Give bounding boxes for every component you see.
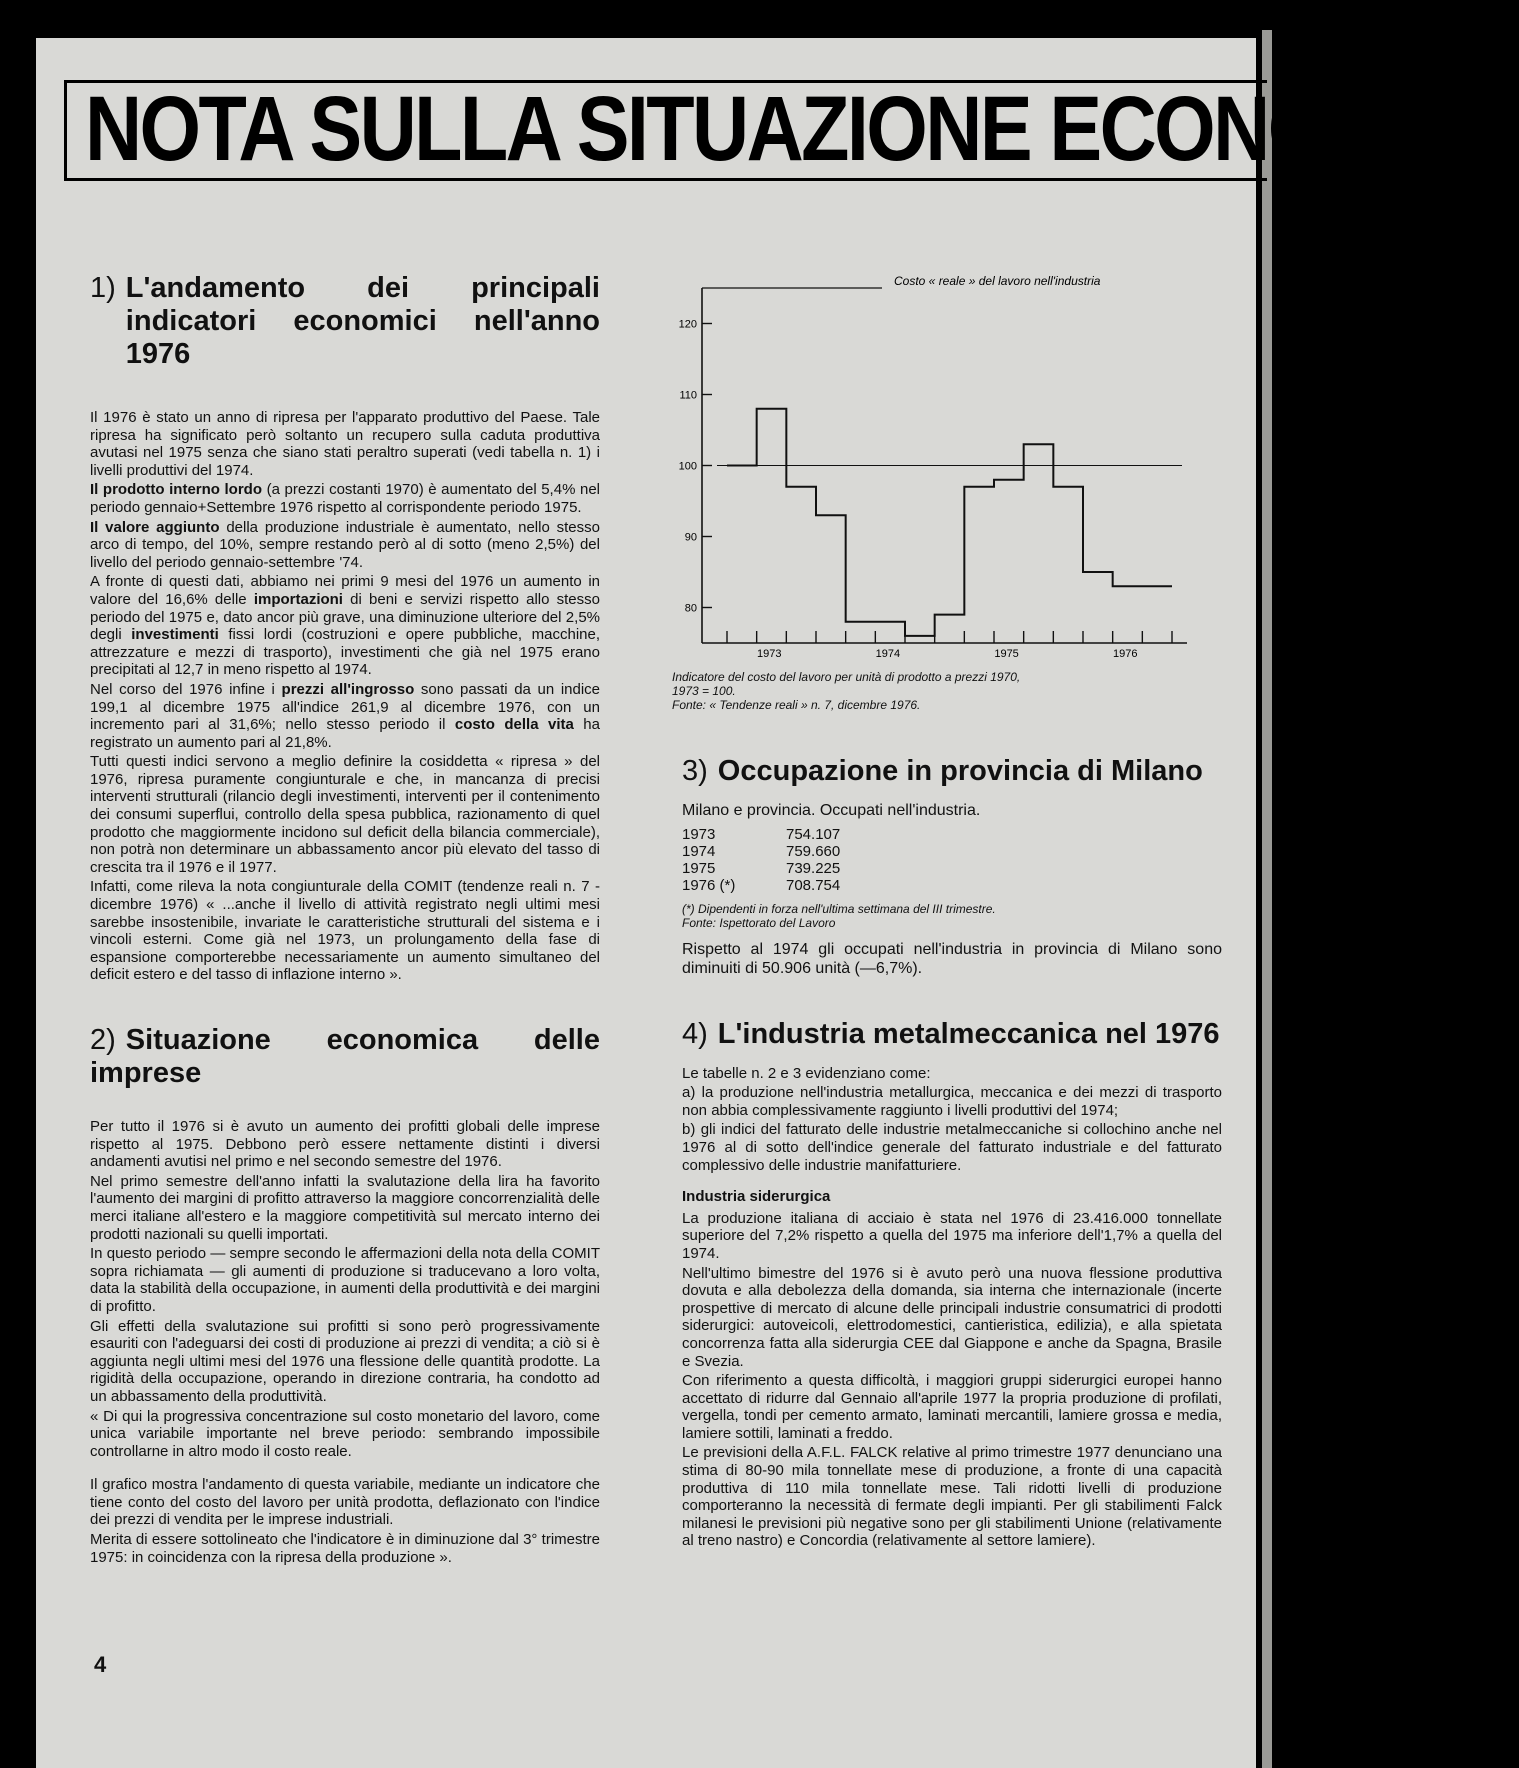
right-column — [682, 755, 1222, 1552]
paragraph: Con riferimento a questa difficoltà, i maggiori gruppi siderurgici europei hanno accettato di ridurre dal Gennaio all'aprile 1977 la propria produzione di profilati, vergella, tondi per cemento armato, laminati mercantili, lamiere grossa e media, lamiere sottili, laminati a freddo. — [682, 1372, 1222, 1442]
x-tick-label: 1975 — [994, 648, 1019, 660]
page-title: NOTA SULLA SITUAZIONE ECONOMICA — [85, 78, 1519, 180]
y-tick-label: 120 — [678, 318, 697, 331]
table-row — [682, 860, 840, 877]
bold-term: Il valore aggiunto — [90, 518, 220, 536]
table-row — [682, 826, 840, 843]
labour-cost-chart — [672, 268, 1192, 712]
section-title: Situazione economica delle imprese — [90, 1024, 600, 1089]
year-cell: 1975 — [682, 859, 716, 877]
bold-term: costo della vita — [454, 716, 574, 734]
section-3-heading — [682, 755, 1222, 788]
paragraph: Il grafico mostra l'andamento di questa variabile, mediante un indicatore che tiene conto del costo del lavoro per unità prodotta, deflazionato con l'indice dei prezzi di vendita per le imprese industriali. — [90, 1476, 600, 1529]
series-line — [727, 409, 1172, 636]
paragraph: b) gli indici del fatturato delle industrie metalmeccaniche si collochino anche nel 1976 al di sotto dell'indice generale del fatturato industriale e del fatturato complessivo delle industrie manifatturiere. — [682, 1121, 1222, 1174]
section-title: L'industria metalmeccanica nel 1976 — [717, 1017, 1220, 1050]
year-cell: 1973 — [682, 825, 716, 843]
subheading: Industria siderurgica — [682, 1188, 831, 1206]
paragraph: Gli effetti della svalutazione sui profitti si sono però progressivamente esauriti con l'adeguarsi dei costi di produzione ai prezzi di vendita; a ciò si è aggiunta negli ultimi mesi del 1976 una flessione delle quantità prodotte. La rigidità della occupazione, operando in direzione contraria, ha condotto ad un abbassamento della produttività. — [90, 1317, 600, 1405]
section-1 — [90, 272, 600, 371]
bold-term: importazioni — [253, 590, 343, 608]
section-number: 1) — [90, 272, 116, 304]
table-row — [682, 843, 840, 860]
y-tick-label: 80 — [684, 602, 697, 615]
year-cell: 1976 (*) — [682, 876, 736, 894]
chart-caption — [672, 670, 1192, 712]
section-1-heading — [90, 272, 600, 371]
bold-term: prezzi all'ingrosso — [281, 680, 415, 698]
chart-svg — [672, 268, 1192, 663]
section-title: L'andamento dei principali indicatori economici nell'anno 1976 — [125, 272, 600, 370]
table-row — [682, 877, 840, 894]
x-tick-label: 1973 — [757, 648, 782, 660]
text: di beni e servizi rispetto allo stesso periodo del 1975 e, dato ancor più grave, una diminuzione ulteriore del 2,5% degli — [90, 590, 600, 644]
page-number: 4 — [94, 1652, 107, 1677]
paragraph: « Di qui la progressiva concentrazione sul costo monetario del lavoro, come unica variabile importante nel breve periodo: sembrando impossibile controllarne in altro modo il costo reale. — [90, 1407, 600, 1460]
employment-table — [682, 826, 840, 894]
caption-line: Fonte: « Tendenze reali » n. 7, dicembre 1976. — [672, 698, 921, 712]
x-tick-label: 1976 — [1113, 648, 1138, 660]
paragraph: Il 1976 è stato un anno di ripresa per l'apparato produttivo del Paese. Tale ripresa ha significato però soltanto un recupero sulla caduta produttiva avutasi nel 1975 senza che siano stati peraltro superati (vedi tabella n. 1) i livelli produttivi del 1974. — [90, 409, 600, 479]
section-2-heading — [90, 1024, 600, 1090]
paragraph: Nell'ultimo bimestre del 1976 si è avuto però una nuova flessione produttiva dovuta e alla debolezza della domanda, sia interna che internazionale (incerte prospettive di mercato di alcune delle principali industrie consumatrici di prodotti siderurgici: autoveicoli, elettrodomestici, cantieristica, edilizia), e alla spietata concorrenza fatta alla siderurgia CEE dal Giappone e anche da Spagna, Brasile e Svezia. — [682, 1264, 1222, 1370]
paragraph: Rispetto al 1974 gli occupati nell'industria in provincia di Milano sono diminuiti di 50.906 unità (—6,7%). — [682, 940, 1222, 977]
table-note: (*) Dipendenti in forza nell'ultima settimana del III trimestre. — [682, 901, 996, 916]
section-4-heading — [682, 1018, 1222, 1051]
facing-page-strip — [1262, 30, 1272, 1768]
section-title: Occupazione in provincia di Milano — [717, 755, 1203, 787]
caption-line: 1973 = 100. — [672, 684, 736, 698]
paragraph: Merita di essere sottolineato che l'indicatore è in diminuzione dal 3° trimestre 1975: in coincidenza con la ripresa della produzione ». — [90, 1531, 600, 1566]
text: della produzione industriale è aumentato, nello stesso arco di tempo, del 10%, sempre restando però al di sotto (meno 2,5%) del livello del periodo gennaio-settembre '74. — [90, 518, 600, 571]
text: A fronte di questi dati, abbiamo nei primi 9 mesi del 1976 un aumento in valore del 16,6% delle — [90, 573, 600, 608]
value-cell: 739.225 — [786, 859, 841, 877]
paragraph — [90, 519, 600, 572]
bold-term: Il prodotto interno lordo — [90, 481, 263, 499]
value-cell: 754.107 — [786, 825, 841, 843]
text: fissi lordi (costruzioni e opere pubbliche, macchine, attrezzature e mezzi di trasporto), investimenti che già nel 1975 erano precipitati al 12,7 in meno rispetto al 1974. — [90, 626, 601, 679]
y-tick-label: 110 — [679, 389, 697, 402]
paragraph: a) la produzione nell'industria metallurgica, meccanica e dei mezzi di trasporto non abbia complessivamente raggiunto i livelli produttivi del 1974; — [682, 1084, 1222, 1119]
paragraph: La produzione italiana di acciaio è stata nel 1976 di 23.416.000 tonnellate superiore del 7,2% rispetto a quella del 1975 ma inferiore dell'1,7% a quella del 1974. — [682, 1209, 1222, 1262]
paragraph — [90, 681, 600, 751]
section-number: 3) — [682, 755, 708, 787]
section-number: 2) — [90, 1024, 116, 1056]
left-column — [60, 272, 600, 1568]
text: ha registrato un aumento pari al 21,8%. — [90, 716, 600, 751]
text: Nel corso del 1976 infine i — [90, 680, 282, 698]
value-cell: 759.660 — [786, 842, 841, 860]
paragraph: In questo periodo — sempre secondo le affermazioni della nota della COMIT sopra richiamata — gli aumenti di produzione si traducevano a loro volta, data la stabilità della occupazione, in aumenti della produttività e dei margini di profitto. — [90, 1245, 600, 1315]
paragraph — [90, 481, 600, 516]
caption-line: Indicatore del costo del lavoro per unità di prodotto a prezzi 1970, — [672, 670, 1021, 684]
y-tick-label: 100 — [678, 460, 697, 473]
paragraph: Le tabelle n. 2 e 3 evidenziano come: — [682, 1064, 931, 1082]
paragraph: Milano e provincia. Occupati nell'industria. — [682, 802, 981, 819]
text: sono passati da un indice 199,1 al dicembre 1975 all'indice 261,9 al dicembre 1976, con un incremento pari al 31,6%; nello stesso periodo il — [90, 680, 601, 734]
title-banner — [64, 78, 1519, 181]
y-tick-label: 90 — [684, 531, 697, 544]
paragraph: Tutti questi indici servono a meglio definire la cosiddetta « ripresa » del 1976, ripresa puramente congiunturale e che, in mancanza di precisi interventi strutturali (rilancio degli investimenti, interventi per il contenimento dei consumi superflui, controllo della spesa pubblica, razionamento di quel prodotto che maggiormente incidono sul deficit della bilancia commerciale), non potrà non determinare un abbassamento ancor più elevato del tasso di crescita tra il 1976 e il 1977. — [90, 753, 600, 876]
value-cell: 708.754 — [786, 876, 841, 894]
paragraph: Le previsioni della A.F.L. FALCK relative al primo trimestre 1977 denunciano una stima di 80-90 mila tonnellate mese di produzione, a fronte di una capacità produttiva di 110 mila tonnellate mese. Tali ridotti livelli di produzione comporteranno la necessità di fermate degli impianti. Per gli stabilimenti Falck milanesi le previsioni più negative sono per gli stabilimenti Unione (relativamente al treno nastro) e Concordia (relativamente al settore lamiere). — [682, 1444, 1222, 1550]
bold-term: investimenti — [131, 626, 219, 644]
x-tick-label: 1974 — [875, 648, 901, 660]
paragraph — [90, 573, 600, 679]
section-number: 4) — [682, 1017, 708, 1050]
text: (a prezzi costanti 1970) è aumentato del 5,4% nel periodo gennaio+Settembre 1976 rispetto al corrispondente periodo 1975. — [90, 481, 600, 516]
paragraph: Nel primo semestre dell'anno infatti la svalutazione della lira ha favorito l'aumento dei margini di profitto attraverso la maggiore concorrenzialità delle merci italiane all'estero e la maggiore competitività sul mercato interno dei prodotti nazionali su quelli importati. — [90, 1172, 600, 1243]
year-cell: 1974 — [682, 842, 716, 860]
chart-title: Costo « reale » del lavoro nell'industria — [894, 274, 1101, 288]
table-source: Fonte: Ispettorato del Lavoro — [682, 915, 836, 930]
paragraph: Per tutto il 1976 si è avuto un aumento dei profitti globali delle imprese rispetto al 1975. Debbono però essere nettamente distinti i diversi andamenti avutisi nel primo e nel secondo semestre del 1976. — [90, 1118, 600, 1171]
paragraph: Infatti, come rileva la nota congiunturale della COMIT (tendenze reali n. 7 - dicembre 1976) « ...anche il livello di attività registrato negli ultimi mesi sarebbe insostenibile, invariate le caratteristiche strutturali del sistema e i vincoli esterni. Come già nel 1973, un prolungamento della fase di espansione comporterebbe necessariamente un aumento simultaneo del deficit estero e del tasso di inflazione interno ». — [90, 878, 600, 984]
